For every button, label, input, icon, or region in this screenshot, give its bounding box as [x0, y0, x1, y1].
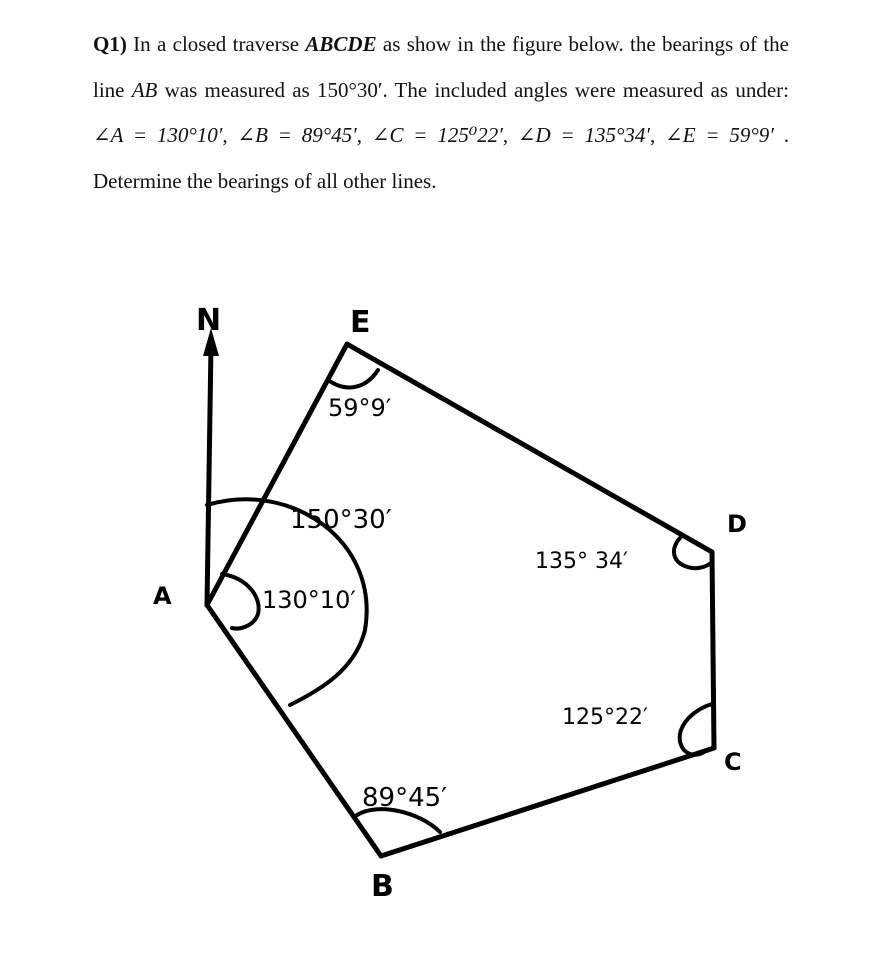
- bearing-ab-value: 150°30′: [316, 77, 383, 102]
- separator: ,: [356, 123, 372, 147]
- angle-label-c: 125°22′: [562, 705, 648, 730]
- question-paragraph: [93, 22, 789, 204]
- north-line: [207, 345, 211, 605]
- angle-e-arc: [328, 370, 378, 387]
- bearing-label: 150°30′: [290, 505, 392, 535]
- traverse-figure: [0, 290, 886, 972]
- angle-b-value: ∠B = 89°45′: [237, 123, 357, 147]
- line-ab: [207, 605, 381, 856]
- question-text-1: In a closed traverse: [126, 32, 306, 56]
- angle-c-value: ∠C = 125⁰22′: [371, 123, 503, 147]
- angle-c-arc: [680, 704, 712, 755]
- separator: ,: [502, 123, 518, 147]
- angle-d-value: ∠D = 135°34′: [517, 123, 651, 147]
- question-text-3: was measured as: [157, 77, 317, 102]
- angle-label-a: 130°10′: [262, 586, 356, 614]
- vertex-label-b: B: [371, 869, 394, 904]
- question-text-4: . The included angles were measured as under:: [382, 77, 789, 102]
- angle-label-b: 89°45′: [362, 783, 448, 813]
- north-label: N: [196, 303, 222, 338]
- angle-label-d: 135° 34′: [535, 549, 628, 574]
- question-text-2: as show in the figure below. the bearings of the line: [93, 32, 789, 102]
- separator: ,: [222, 123, 238, 147]
- angle-a-arc: [222, 574, 259, 628]
- vertex-label-e: E: [350, 305, 371, 340]
- line-name: AB: [131, 77, 158, 102]
- separator: ,: [650, 123, 666, 147]
- question-number: Q1): [93, 32, 127, 56]
- line-dc: [712, 552, 714, 748]
- line-ed: [347, 344, 712, 552]
- vertex-label-d: D: [727, 510, 747, 538]
- line-ea: [207, 344, 347, 605]
- vertex-label-a: A: [153, 582, 172, 610]
- vertex-label-c: C: [724, 748, 742, 776]
- angle-label-e: 59°9′: [328, 394, 392, 422]
- question-text: [93, 22, 789, 204]
- angle-e-value: ∠E = 59°9′: [665, 123, 774, 147]
- traverse-name: ABCDE: [305, 32, 377, 56]
- angle-a-value: ∠A = 130°10′: [93, 123, 223, 147]
- question-text-5: . Determine the bearings of all other lines.: [93, 123, 789, 193]
